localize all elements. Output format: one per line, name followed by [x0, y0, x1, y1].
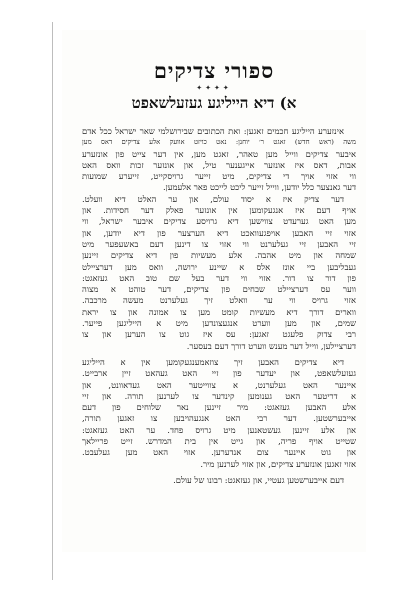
text-line: ווארים דורך דיא מעשיות קומט מען צו אמונה און צו יראת [82, 306, 356, 317]
text-line: געבליבען ביי אונז אלס א שיינע ירושה, וואס מען דערציילט [82, 261, 356, 272]
scanned-page [62, 30, 366, 552]
text-line: אזוי גרויס ווי ער וואלט זיך געלערנט מעשה מרכבה. [82, 295, 356, 306]
text-line: איבער צדיקים ווייל מען טאהר, זאגט מען, אין דער צייט פון אונזערע [82, 148, 356, 159]
body-text [82, 126, 356, 486]
text-line: און אלע זיינען געשטאנען מיט גרויס פחד. ער האט געזאגט: [82, 424, 356, 435]
closing-line: דעם אייבערשטען געטיי, און געזאגט: רבונו של עולם. [173, 474, 344, 485]
text-line: שמים, און מען ווערט אנגעצונדען מיט א הייליגען פייער. [82, 318, 356, 329]
text-line: אינזערע הייליגע חכמים זאגען: ואת הכתובים שבירושלמי שאר ישראל ככל אדם [82, 126, 344, 136]
text-line: ווער עס דערציילט שבחים פון צדיקים, דער טוהט א מצוה [82, 284, 356, 295]
text-line: דערציילען, ווייל דער מענש ווערט דורך דעם בעסער. [186, 340, 356, 351]
text-line: פון דור צו דור. אזוי ווי דער בעל שם טוב האט געזאגט: [82, 272, 356, 283]
text-line: אויף דעם איז אנגעקומען אין אונזער פאלק דער חסידות. און [82, 205, 356, 216]
text-line: איינער האט געלערנט, א צווייטער האט געדאוונט, און [82, 379, 356, 390]
page-edge-rule [52, 22, 53, 580]
text-line: דער צדיק איז א יסוד עולם, און ער האלט דיא וועלט. [82, 193, 344, 204]
text-line: אזוי זיי האבען אויפגעוואכט דיא הערצער פון דיא יודען, און [82, 227, 356, 238]
text-line: אלע האבען געזאגט: מיר זיינען נאר שלוחים פון דעם [82, 402, 356, 413]
text-line: א דריטער האט גענומען קינדער צו לערנען תורה. און זיי [82, 390, 356, 401]
text-line: דיא צדיקים האבען זיך צוזאמענגעקומען אין א הייליגע [82, 356, 344, 367]
text-line: דער גאנצער כלל יודען, ווייל זייער ליכט לייכט פאר אלעמען. [162, 182, 356, 193]
text-line: אבות, דאס איז אונזער אייגענער טיל, און אונזער זכות וואס האט [82, 159, 356, 170]
text-line: געזעלשאפט, און יעדער פון זיי האט געהאט זיין ארבייט. [82, 368, 356, 379]
text-line: ווי אזוי אויך די צדיקים, מיט זייער גרויסקייט, זייערע שמועות [82, 171, 356, 182]
text-line: שמחה און מיט אהבה. אלע מעשיות פון דיא צדיקים זיינען [82, 250, 356, 261]
text-line: אזוי זאגען אונזערע צדיקים, און אזוי לערנען מיר. [200, 458, 356, 469]
text-line: רבי צדוק פלעגט זאגען: עס איז גוט צו הערען און צו [82, 329, 356, 340]
title-ornament: ✦✦✦✦ [196, 84, 232, 92]
text-line: זיי האבען זיי געלערנט ווי אזוי צו דינען דעם באשעפער מיט [82, 238, 356, 249]
text-line: און גוט איינער צום אנדערען. אזוי האט מען געלעבט. [82, 447, 356, 458]
text-line: אייבערשטען. דער רבי האט אנגעהויבען צו זאגען תורה, [82, 413, 356, 424]
text-line: משה (ראש חדש) זאגט ר׳ יוחנן: נאט כויזט אוועק אלע צדיקים דאס מען [82, 138, 356, 147]
book-title: ספורי צדיקים [153, 58, 275, 83]
text-line: שטייט אויף פריה, און גייט אין בית המדרש. זייט פריילאך [82, 436, 356, 447]
chapter-heading: א) דיא הייליגע געזעלשאפט [131, 94, 297, 112]
text-line: מען האט גערעדט צווישען דיא גרויסע צדיקים איבער ישראל, ווי [82, 216, 356, 227]
